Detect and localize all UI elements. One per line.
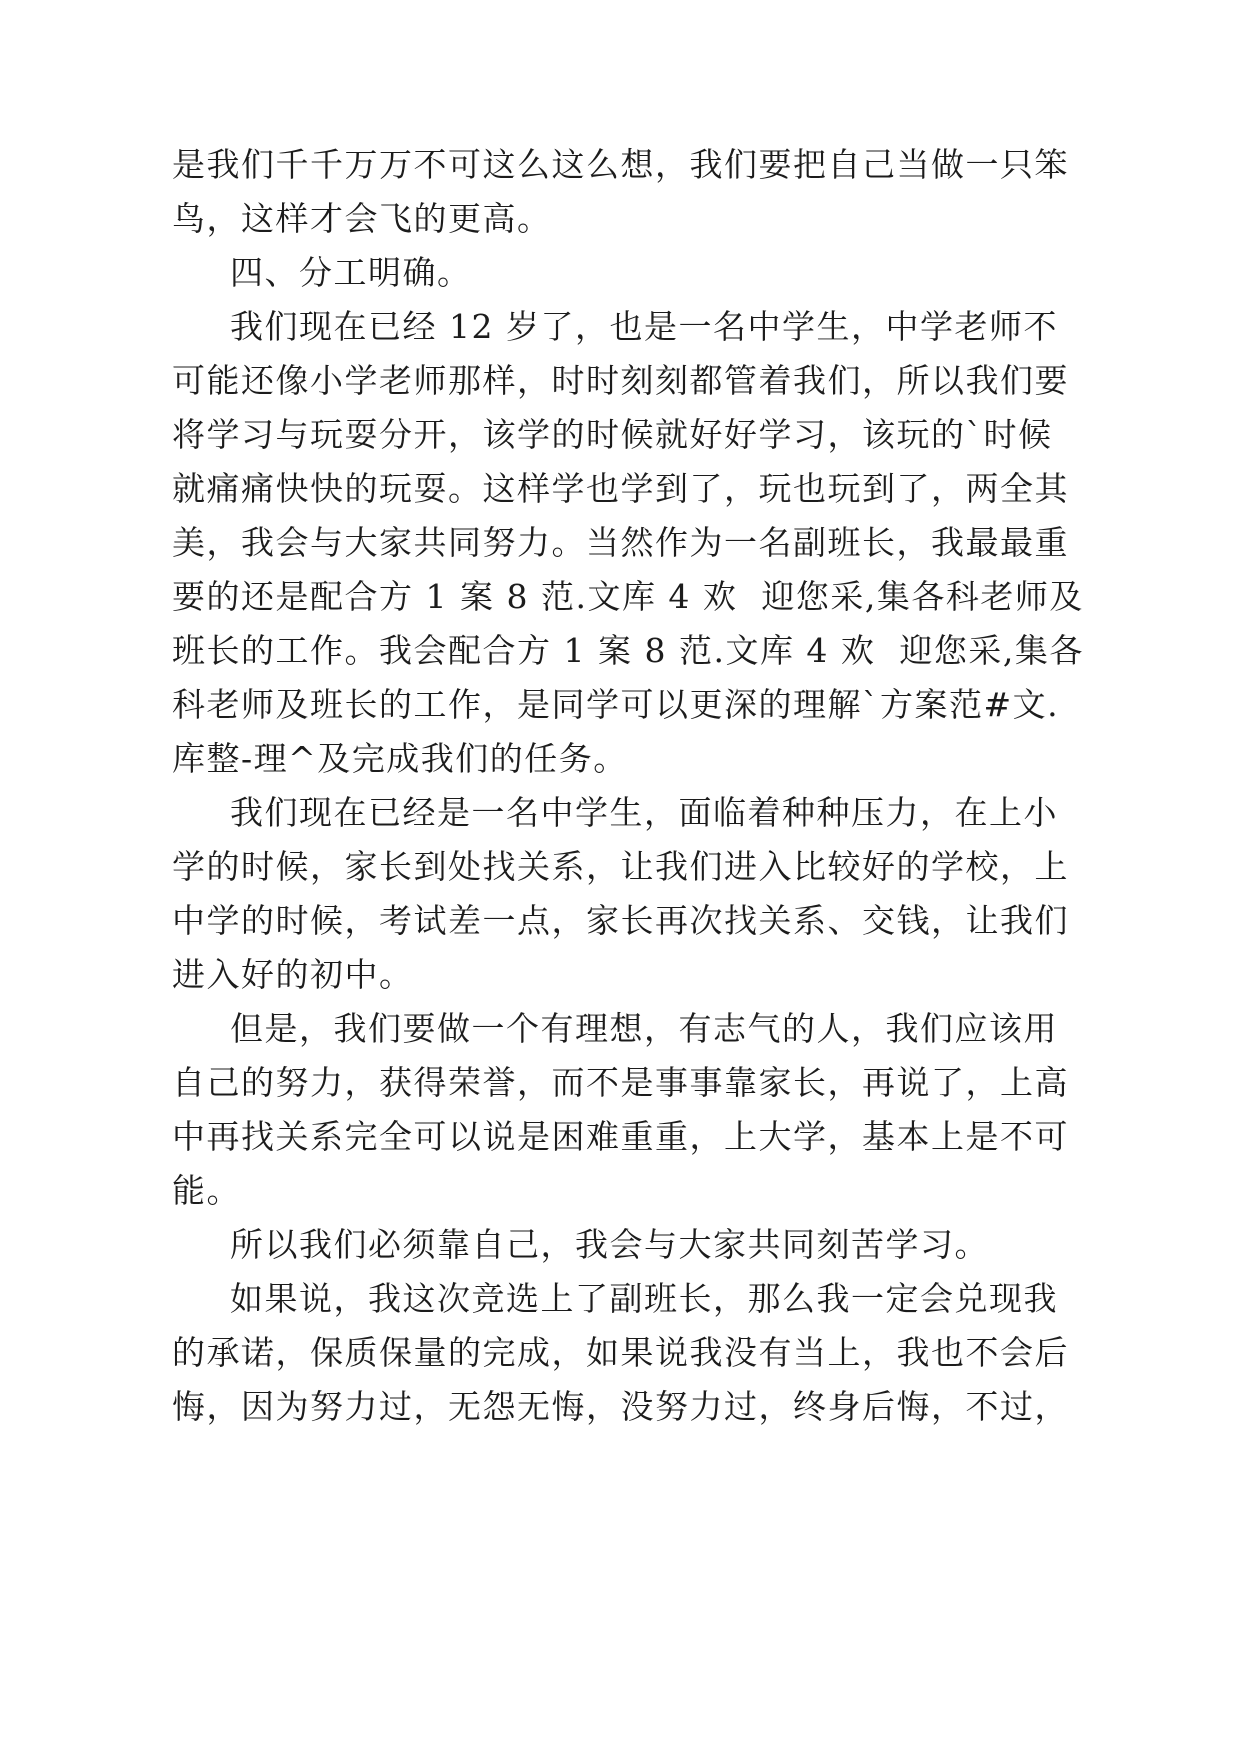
- text-line: 是我们千千万万不可这么这么想，我们要把自己当做一只笨: [172, 145, 1069, 184]
- text-line: 学的时候，家长到处找关系，让我们进入比较好的学校，上: [172, 847, 1069, 886]
- text-line: 的承诺，保质保量的完成，如果说我没有当上，我也不会后: [172, 1333, 1069, 1372]
- text-line: 就痛痛快快的玩耍。这样学也学到了，玩也玩到了，两全其: [172, 469, 1069, 508]
- text-line: 中学的时候，考试差一点，家长再次找关系、交钱，让我们: [172, 901, 1069, 940]
- text-line: 鸟，这样才会飞的更高。: [172, 199, 552, 238]
- text-line: 自己的努力，获得荣誉，而不是事事靠家长，再说了，上高: [172, 1063, 1069, 1102]
- text-line: 我们现在已经 12 岁了，也是一名中学生，中学老师不: [230, 307, 1058, 346]
- text-line: 能。: [172, 1171, 241, 1210]
- text-line: 但是，我们要做一个有理想，有志气的人，我们应该用: [230, 1009, 1058, 1048]
- text-line: 要的还是配合方 1 案 8 范.文库 4 欢 迎您采,集各科老师及: [172, 577, 1084, 616]
- text-line: 中再找关系完全可以说是困难重重，上大学，基本上是不可: [172, 1117, 1069, 1156]
- text-line: 进入好的初中。: [172, 955, 414, 994]
- text-line: 我们现在已经是一名中学生，面临着种种压力，在上小: [230, 793, 1058, 832]
- text-line: 美，我会与大家共同努力。当然作为一名副班长，我最最重: [172, 523, 1069, 562]
- text-line: 如果说，我这次竞选上了副班长，那么我一定会兑现我: [230, 1279, 1058, 1318]
- text-line: 将学习与玩耍分开，该学的时候就好好学习，该玩的`时候: [172, 415, 1053, 454]
- text-line: 可能还像小学老师那样，时时刻刻都管着我们，所以我们要: [172, 361, 1069, 400]
- text-line: 四、分工明确。: [230, 253, 472, 292]
- text-line: 库整-理^及完成我们的任务。: [172, 739, 628, 778]
- text-line: 班长的工作。我会配合方 1 案 8 范.文库 4 欢 迎您采,集各: [172, 631, 1084, 670]
- text-line: 悔，因为努力过，无怨无悔，没努力过，终身后悔，不过，: [172, 1387, 1069, 1426]
- text-line: 所以我们必须靠自己，我会与大家共同刻苦学习。: [230, 1225, 989, 1264]
- text-line: 科老师及班长的工作，是同学可以更深的理解`方案范#文.: [172, 685, 1060, 724]
